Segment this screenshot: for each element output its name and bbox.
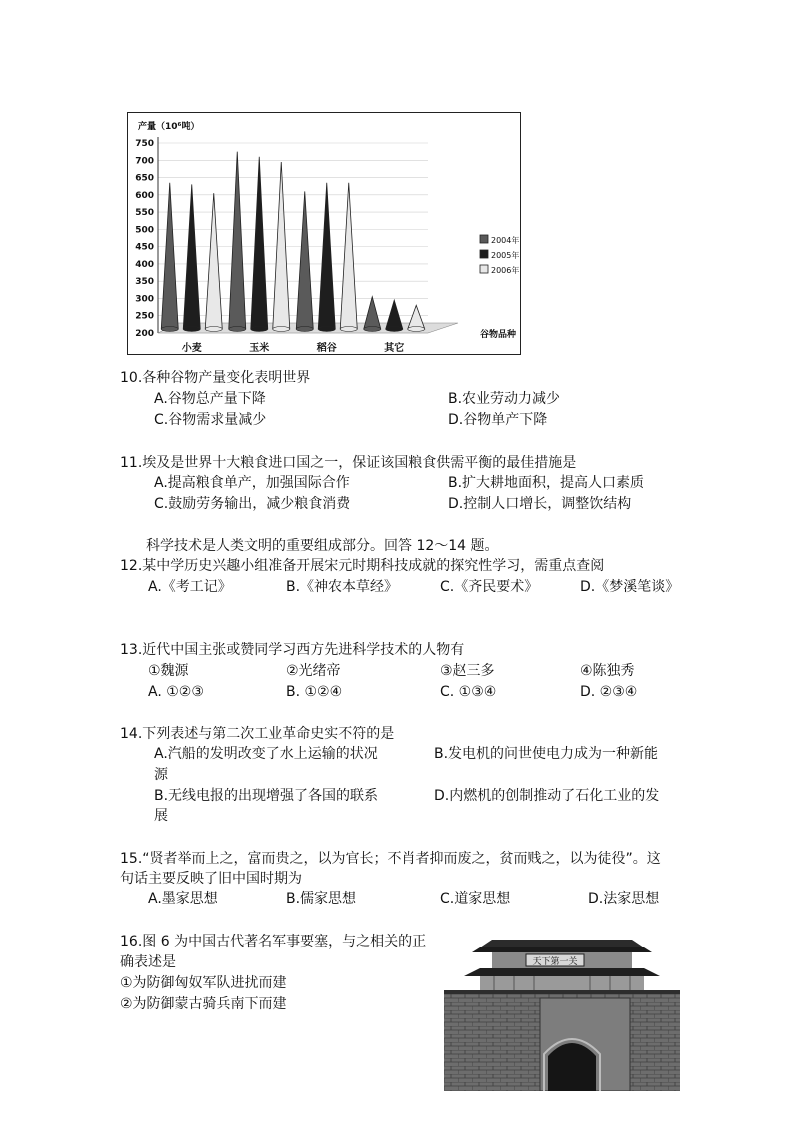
q10-option-d: D.谷物单产下降	[448, 412, 548, 428]
q13-option-a: A. ①②③	[148, 684, 204, 700]
cone-稻谷-2006年	[340, 183, 357, 329]
cone-base-稻谷-2004年	[296, 327, 313, 332]
fortress-gate-illustration	[444, 938, 680, 1091]
y-tick-label: 550	[135, 208, 154, 219]
q10-option-a: A.谷物总产量下降	[154, 391, 266, 407]
cone-其它-2006年	[408, 305, 425, 329]
legend-swatch-2005年	[480, 250, 488, 258]
cone-base-玉米-2006年	[273, 327, 290, 332]
x-tick-label: 稻谷	[316, 343, 337, 354]
x-tick-label: 小麦	[181, 343, 202, 354]
cone-base-稻谷-2005年	[318, 327, 335, 332]
q13-item-1: ①魏源	[148, 663, 189, 679]
x-tick-label: 其它	[384, 343, 405, 354]
grain-production-chart	[127, 112, 521, 355]
cone-其它-2004年	[364, 297, 381, 329]
cone-稻谷-2005年	[318, 183, 335, 329]
q13-option-b: B. ①②④	[286, 684, 343, 700]
q14-option-b-line1: B.发电机的问世使电力成为一种新能	[434, 746, 659, 762]
cone-base-其它-2006年	[408, 327, 425, 332]
q11-option-c: C.鼓励劳务输出，减少粮食消费	[154, 496, 351, 512]
cone-玉米-2006年	[273, 162, 290, 329]
cone-base-小麦-2006年	[205, 327, 222, 332]
legend-label-2006年: 2006年	[491, 266, 520, 275]
q14-option-a: A.汽船的发明改变了水上运输的状况	[154, 746, 378, 762]
cone-base-其它-2004年	[364, 327, 381, 332]
y-tick-label: 500	[135, 225, 154, 236]
y-tick-label: 400	[135, 259, 154, 270]
q10-option-c: C.谷物需求量减少	[154, 412, 267, 428]
x-tick-label: 玉米	[249, 343, 270, 354]
legend-label-2004年: 2004年	[491, 236, 520, 245]
q15-option-a: A.墨家思想	[148, 891, 218, 907]
y-tick-label: 700	[135, 156, 154, 167]
fortress-gate-photo	[444, 938, 680, 1091]
q15-option-d: D.法家思想	[588, 891, 660, 907]
q12-option-a: A.《考工记》	[148, 579, 232, 595]
y-tick-label: 450	[135, 242, 154, 253]
legend-swatch-2004年	[480, 235, 488, 243]
cone-其它-2005年	[386, 300, 403, 329]
q14-option-c: B.无线电报的出现增强了各国的联系	[154, 788, 379, 804]
q13-item-3: ③赵三多	[440, 663, 495, 679]
q10-stem: 10.各种谷物产量变化表明世界	[120, 370, 311, 386]
cone-base-玉米-2005年	[251, 327, 268, 332]
section-intro: 科学技术是人类文明的重要组成部分。回答 12～14 题。	[146, 538, 499, 554]
x-axis-label: 谷物品种	[479, 330, 517, 340]
q12-option-c: C.《齐民要术》	[440, 579, 539, 595]
q13-option-d: D. ②③④	[580, 684, 638, 700]
q15-stem-line1: 15.“贤者举而上之，富而贵之，以为官长；不肖者抑而废之，贫而贱之，以为徒役”。这	[120, 851, 661, 867]
q14-option-b-line2: 源	[154, 767, 168, 783]
y-tick-label: 200	[135, 329, 154, 339]
cone-base-稻谷-2006年	[340, 327, 357, 332]
q12-option-b: B.《神农本草经》	[286, 579, 399, 595]
cone-base-小麦-2005年	[183, 327, 200, 332]
q13-item-2: ②光绪帝	[286, 663, 341, 679]
cone-小麦-2006年	[205, 193, 222, 329]
cone-小麦-2004年	[161, 183, 178, 329]
q12-option-d: D.《梦溪笔谈》	[580, 579, 680, 595]
q14-option-d-line2: 展	[154, 808, 168, 824]
q11-option-a: A.提高粮食单产，加强国际合作	[154, 475, 350, 491]
q14-stem: 14.下列表述与第二次工业革命史实不符的是	[120, 726, 395, 742]
q13-item-4: ④陈独秀	[580, 663, 635, 679]
cone-base-其它-2005年	[386, 327, 403, 332]
q13-option-c: C. ①③④	[440, 684, 497, 700]
plaque-text: 天下第一关	[532, 957, 578, 967]
y-tick-label: 600	[135, 190, 154, 201]
cone-玉米-2005年	[251, 157, 268, 329]
y-tick-label: 350	[135, 277, 154, 288]
cone-小麦-2005年	[183, 184, 200, 329]
q16-item-2: ②为防御蒙古骑兵南下而建	[120, 996, 287, 1012]
y-tick-label: 300	[135, 294, 154, 305]
cone-base-小麦-2004年	[161, 327, 178, 332]
q16-stem-line1: 16.图 6 为中国古代著名军事要塞，与之相关的正	[120, 934, 427, 950]
q14-option-d-line1: D.内燃机的创制推动了石化工业的发	[434, 788, 660, 804]
q11-stem: 11.埃及是世界十大粮食进口国之一，保证该国粮食供需平衡的最佳措施是	[120, 455, 577, 471]
cone-base-玉米-2004年	[229, 327, 246, 332]
q12-stem: 12.某中学历史兴趣小组准备开展宋元时期科技成就的探究性学习，需重点查阅	[120, 558, 605, 574]
q10-option-b: B.农业劳动力减少	[448, 391, 561, 407]
legend-label-2005年: 2005年	[491, 251, 520, 260]
q15-option-b: B.儒家思想	[286, 891, 357, 907]
y-tick-label: 750	[135, 139, 154, 149]
legend-swatch-2006年	[480, 265, 488, 273]
q16-item-1: ①为防御匈奴军队进扰而建	[120, 975, 287, 991]
y-axis-label: 产量（10⁶吨）	[138, 122, 200, 132]
q13-stem: 13.近代中国主张或赞同学习西方先进科学技术的人物有	[120, 642, 465, 658]
chart-canvas	[128, 113, 522, 356]
q11-option-d: D.控制人口增长，调整饮结构	[448, 496, 632, 512]
q15-stem-line2: 句话主要反映了旧中国时期为	[120, 871, 302, 887]
q16-stem-line2: 确表述是	[120, 954, 176, 970]
q11-option-b: B.扩大耕地面积，提高人口素质	[448, 475, 645, 491]
q15-option-c: C.道家思想	[440, 891, 511, 907]
y-tick-label: 650	[135, 173, 154, 184]
y-tick-label: 250	[135, 311, 154, 322]
cone-玉米-2004年	[229, 152, 246, 329]
